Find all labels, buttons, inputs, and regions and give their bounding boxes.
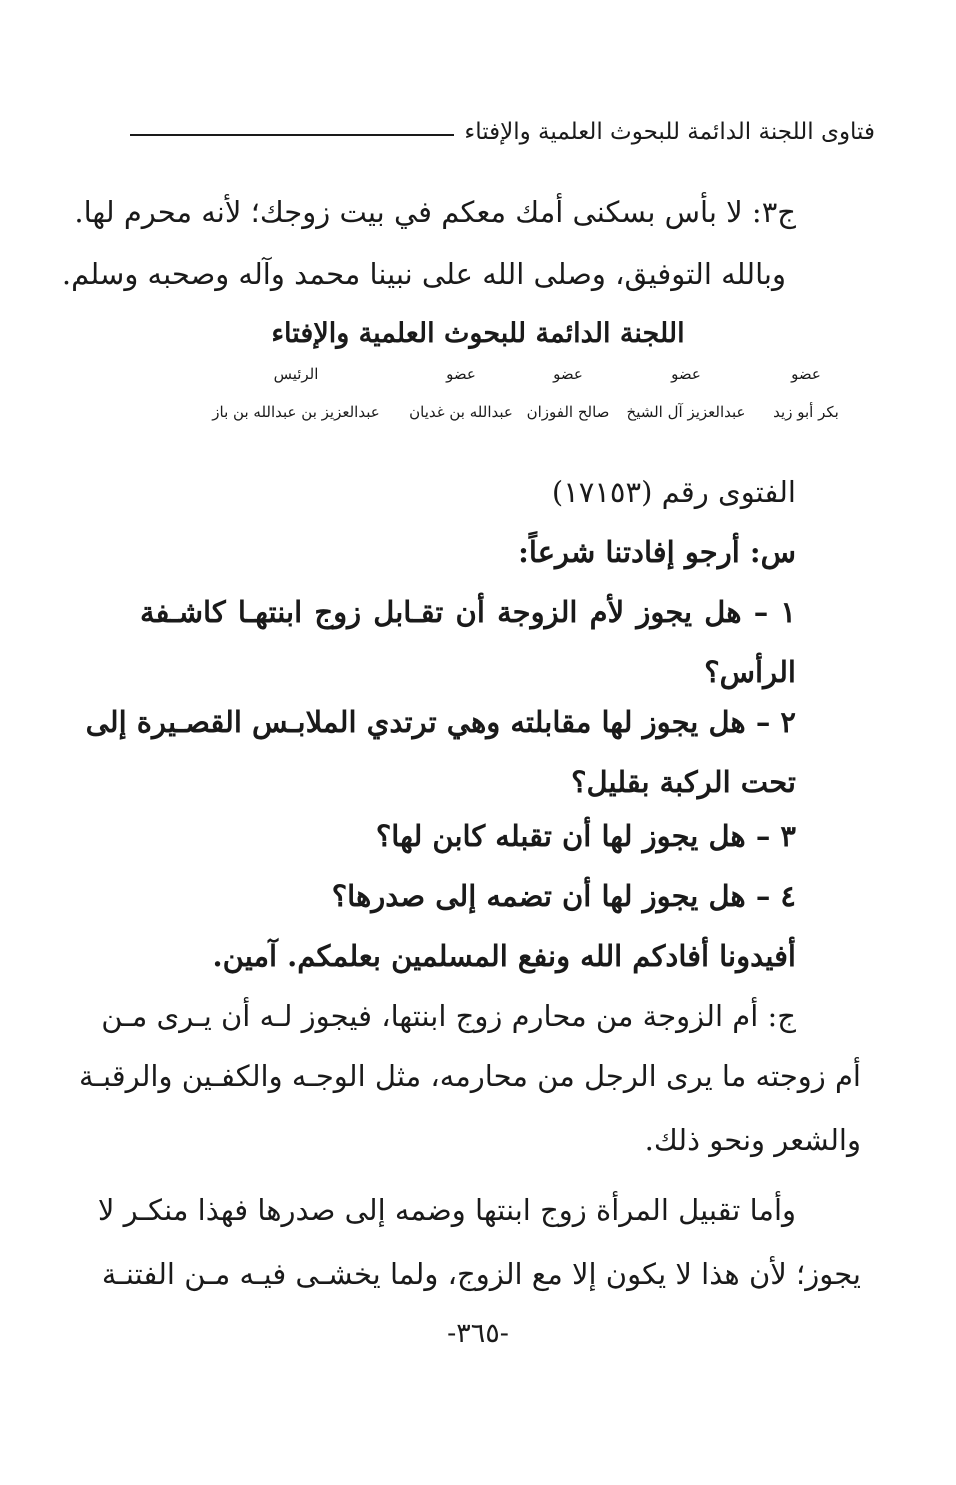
- page-number: -٣٦٥-: [447, 1318, 509, 1349]
- question-closing: أفيدونا أفادكم الله ونفع المسلمين بعلمكم. آمين.: [212, 939, 796, 973]
- signatures-block: [140, 365, 839, 435]
- header-title: فتاوى اللجنة الدائمة للبحوث العلمية والإفتاء: [464, 119, 875, 145]
- answer-3-line: ج٣: لا بأس بسكنى أمك معكم في بيت زوجك؛ لأنه محرم لها.: [74, 195, 796, 229]
- name-member-2: عبدالعزيز آل الشيخ: [626, 403, 746, 421]
- signature-roles: [140, 365, 836, 389]
- running-header: [130, 112, 875, 152]
- name-member-1: بكر أبو زيد: [773, 403, 839, 421]
- closing-blessing: وبالله التوفيق، وصلى الله على نبينا محمد وآله وصحبه وسلم.: [61, 257, 786, 291]
- role-member-3: عضو: [553, 365, 583, 383]
- question-2-line-1: ٢ – هل يجوز لها مقابلته وهي ترتدي الملابـس القصـيرة إلى: [85, 705, 796, 739]
- answer-line-2: أم زوجته ما يرى الرجل من محارمه، مثل الوجـه والكفـين والرقبـة: [78, 1059, 861, 1093]
- answer-line-3: والشعر ونحو ذلك.: [644, 1123, 861, 1157]
- role-president: الرئيس: [273, 365, 319, 383]
- name-member-4: عبدالله بن غديان: [409, 403, 513, 421]
- role-member-4: عضو: [446, 365, 476, 383]
- header-rule: [130, 134, 454, 136]
- name-member-3: صالح الفوزان: [526, 403, 610, 421]
- fatwa-number: الفتوى رقم (١٧١٥٣): [551, 475, 796, 509]
- question-2-line-2: تحت الركبة بقليل؟: [571, 765, 796, 799]
- answer-para-2-line-2: يجوز؛ لأن هذا لا يكون إلا مع الزوج، ولما يخشـى فيـه مـن الفتنـة: [101, 1257, 861, 1291]
- role-member-2: عضو: [671, 365, 701, 383]
- answer-line-1: ج: أم الزوجة من محارم زوج ابنتها، فيجوز لـه أن يـرى مـن: [101, 999, 796, 1033]
- question-4: ٤ – هل يجوز لها أن تضمه إلى صدرها؟: [331, 879, 796, 913]
- committee-title: اللجنة الدائمة للبحوث العلمية والإفتاء: [271, 318, 685, 349]
- role-member-1: عضو: [791, 365, 821, 383]
- name-president: عبدالعزيز بن عبدالله بن باز: [212, 403, 380, 421]
- question-1-line-2: الرأس؟: [704, 655, 796, 689]
- question-1-line-1: ١ – هل يجوز لأم الزوجة أن تقـابل زوج ابنتهـا كاشـفة: [140, 595, 796, 629]
- answer-para-2-line-1: وأما تقبيل المرأة زوج ابنتها وضمه إلى صدرها فهذا منكـر لا: [97, 1193, 796, 1227]
- question-3: ٣ – هل يجوز لها أن تقبله كابن لها؟: [375, 819, 796, 853]
- signature-names: [140, 403, 839, 427]
- question-intro: س: أرجو إفادتنا شرعاً:: [518, 535, 796, 569]
